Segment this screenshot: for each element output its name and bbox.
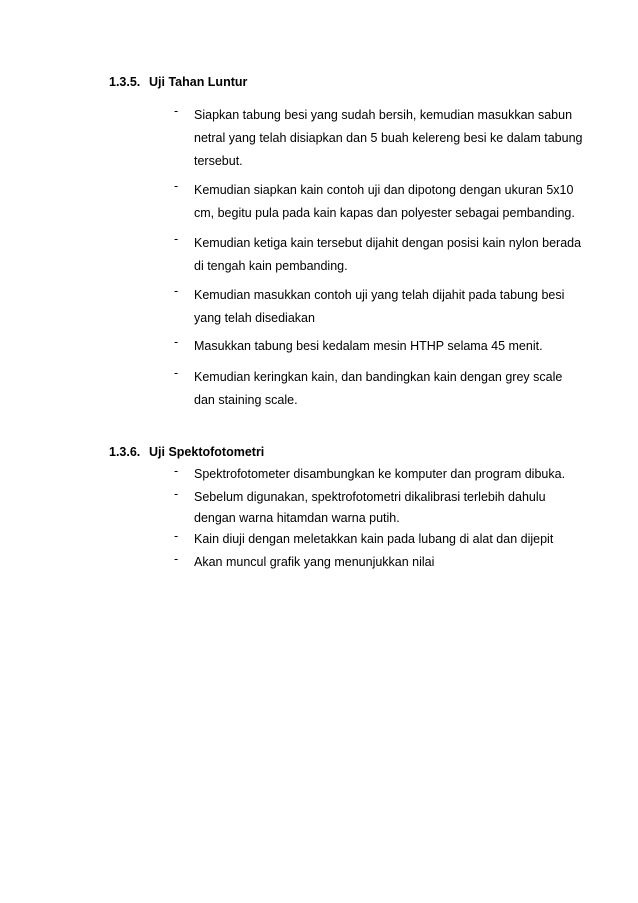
section-number: 1.3.6.	[109, 445, 141, 459]
list-item	[174, 232, 582, 278]
list-item-line: Siapkan tabung besi yang sudah bersih, kemudian masukkan sabun	[194, 108, 573, 122]
section-heading	[109, 445, 264, 459]
bullet-dash: -	[174, 487, 179, 501]
list-item-line: Sebelum digunakan, spektrofotometri dikalibrasi terlebih dahulu	[194, 490, 546, 504]
bullet-dash: -	[174, 232, 179, 246]
list-item	[174, 179, 574, 225]
list-item-line: netral yang telah disiapkan dan 5 buah kelereng besi ke dalam tabung	[194, 131, 583, 145]
section-title: Uji Spektofotometri	[149, 445, 265, 459]
list-item	[174, 464, 574, 485]
list-item-line: tersebut.	[194, 154, 243, 168]
list-item-line: Kemudian masukkan contoh uji yang telah dijahit pada tabung besi	[194, 288, 565, 302]
list-item-line: Kemudian keringkan kain, dan bandingkan kain dengan grey scale	[194, 370, 563, 384]
list-item-line: cm, begitu pula pada kain kapas dan polyester sebagai pembanding.	[194, 206, 575, 220]
list-item-line: Kemudian ketiga kain tersebut dijahit dengan posisi kain nylon berada	[194, 236, 582, 250]
list-item	[174, 104, 583, 173]
list-item-line: Kain diuji dengan meletakkan kain pada lubang di alat dan dijepit	[194, 532, 554, 546]
bullet-dash: -	[174, 529, 179, 543]
list-item-line: dan staining scale.	[194, 393, 298, 407]
list-item-line: dengan warna hitamdan warna putih.	[194, 511, 400, 525]
section-number: 1.3.5.	[109, 75, 141, 89]
list-item-line: Spektrofotometer disambungkan ke komputer dan program dibuka.	[194, 467, 566, 481]
section-title: Uji Tahan Luntur	[149, 75, 248, 89]
list-item-line: Akan muncul grafik yang menunjukkan nilai	[194, 555, 435, 569]
list-item-line: yang telah disediakan	[194, 311, 315, 325]
list-item	[174, 335, 574, 358]
bullet-dash: -	[174, 552, 179, 566]
list-item	[174, 366, 574, 412]
list-item	[174, 284, 574, 330]
section-heading	[109, 75, 247, 89]
list-item	[174, 529, 574, 550]
bullet-dash: -	[174, 179, 179, 193]
bullet-dash: -	[174, 335, 179, 349]
list-item	[174, 487, 574, 529]
bullet-dash: -	[174, 104, 179, 118]
list-item-line: Masukkan tabung besi kedalam mesin HTHP selama 45 menit.	[194, 339, 543, 353]
list-item-line: Kemudian siapkan kain contoh uji dan dipotong dengan ukuran 5x10	[194, 183, 574, 197]
bullet-dash: -	[174, 366, 179, 380]
bullet-dash: -	[174, 464, 179, 478]
list-item-line: di tengah kain pembanding.	[194, 259, 348, 273]
bullet-dash: -	[174, 284, 179, 298]
list-item	[174, 552, 574, 573]
